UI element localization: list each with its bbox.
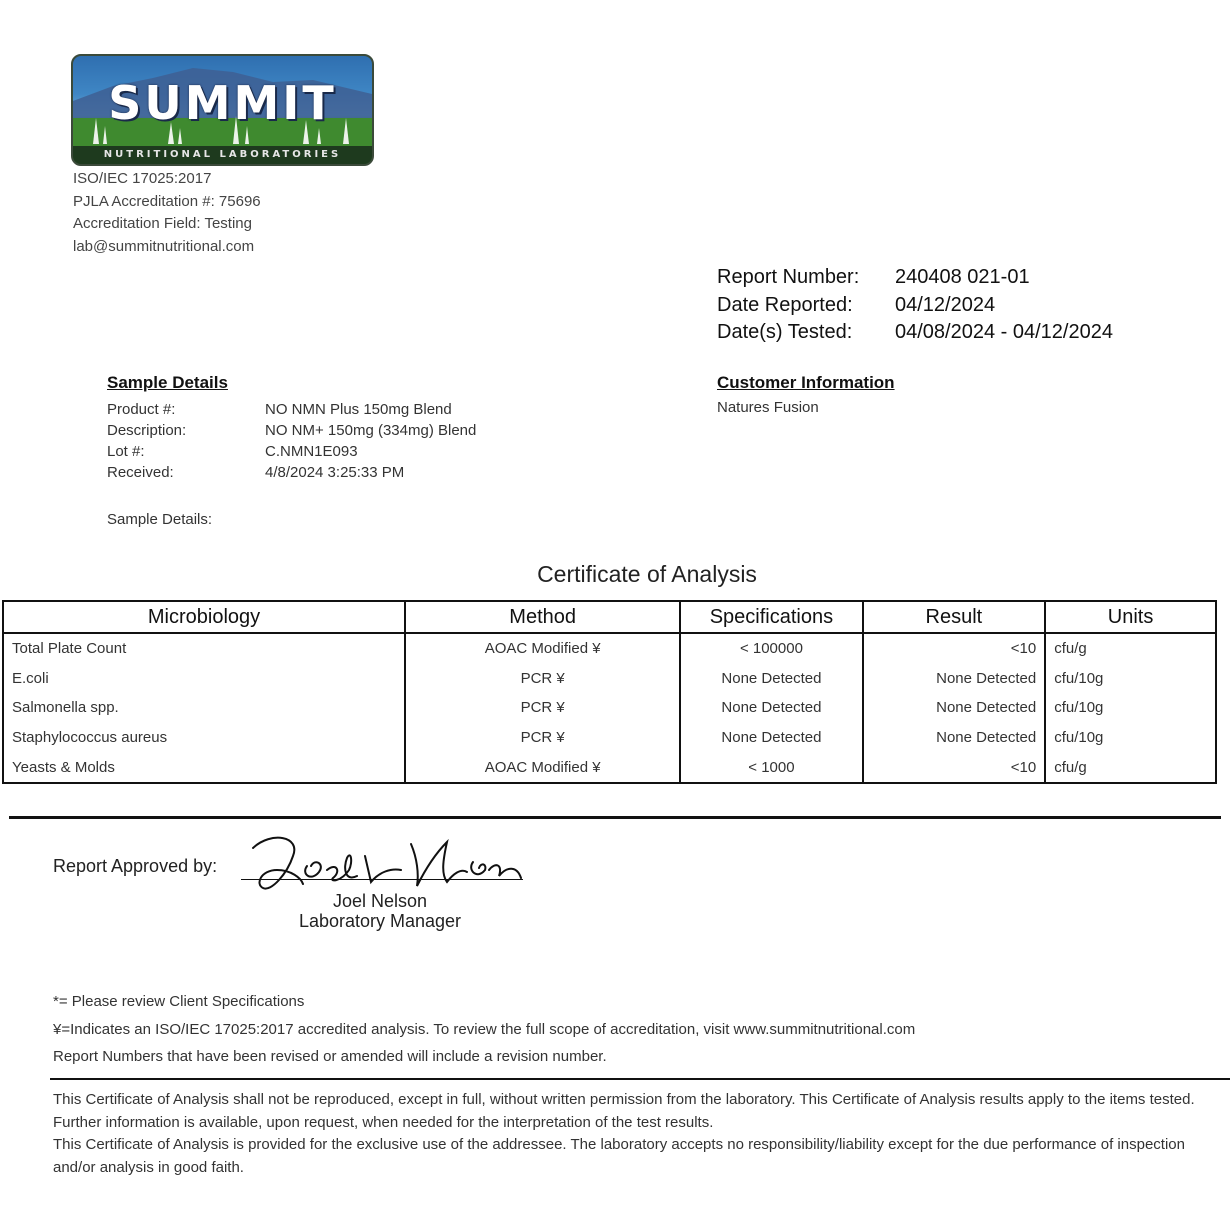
sample-row-received <box>107 462 476 483</box>
cell-units: cfu/g <box>1045 752 1216 783</box>
cell-units: cfu/g <box>1045 633 1216 664</box>
sample-row-lot <box>107 441 476 462</box>
cell-method: PCR ¥ <box>405 723 680 753</box>
header-units: Units <box>1045 601 1216 633</box>
cell-units: cfu/10g <box>1045 693 1216 723</box>
header-specifications: Specifications <box>680 601 862 633</box>
cell-result: None Detected <box>863 723 1046 753</box>
note-revisions: Report Numbers that have been revised or amended will include a revision number. <box>53 1048 607 1065</box>
logo-title: SUMMIT <box>108 76 337 130</box>
cell-specification: None Detected <box>680 693 862 723</box>
sample-label: Received: <box>107 464 174 481</box>
date-tested-row <box>717 319 1113 347</box>
cell-result: None Detected <box>863 664 1046 694</box>
lab-accreditation-field: Accreditation Field: Testing <box>73 215 252 232</box>
lab-logo <box>71 54 374 166</box>
customer-heading: Customer Information <box>717 373 895 392</box>
note-accreditation: ¥=Indicates an ISO/IEC 17025:2017 accredited analysis. To review the full scope of accreditation, visit www.summitnutritional.com <box>53 1020 916 1038</box>
cell-method: AOAC Modified ¥ <box>405 752 680 783</box>
cell-specification: < 1000 <box>680 752 862 783</box>
disclaimer-reproduction: This Certificate of Analysis shall not be reproduced, except in full, without written permission from the laboratory. This Certificate of Analysis results apply to the items tested. Further information is available, upon request, when needed for the interpretation of the test results. <box>53 1091 1195 1131</box>
report-number-label: Report Number: <box>717 266 860 288</box>
notes <box>53 993 915 1076</box>
disclaimer-liability: This Certificate of Analysis is provided for the exclusive use of the addressee. The laboratory accepts no responsibility/liability except for the due performance of inspection and/or analysis in good faith. <box>53 1136 1185 1176</box>
header-microbiology: Microbiology <box>3 601 405 633</box>
lab-accreditation-number: PJLA Accreditation #: 75696 <box>73 192 261 210</box>
cell-test: Staphylococcus aureus <box>3 723 405 753</box>
header-method: Method <box>405 601 680 633</box>
header-result: Result <box>863 601 1046 633</box>
table-header-row <box>3 601 1216 633</box>
cell-test: Salmonella spp. <box>3 693 405 723</box>
signature-line <box>241 879 523 880</box>
date-reported-label: Date Reported: <box>717 293 853 316</box>
sample-details-label: Sample Details: <box>107 511 213 528</box>
approved-by-label: Report Approved by: <box>53 856 218 876</box>
cell-test: Yeasts & Molds <box>3 752 405 783</box>
table-row <box>3 664 1216 694</box>
cell-method: PCR ¥ <box>405 693 680 723</box>
cell-units: cfu/10g <box>1045 664 1216 694</box>
cell-test: Total Plate Count <box>3 633 405 664</box>
sample-label: Lot #: <box>107 443 145 460</box>
table-row <box>3 723 1216 753</box>
signer-title: Laboratory Manager <box>298 911 462 931</box>
lab-info <box>73 168 261 258</box>
results-table <box>2 600 1217 784</box>
cell-method: PCR ¥ <box>405 664 680 694</box>
cell-test: E.coli <box>3 664 405 694</box>
report-meta <box>717 264 1113 347</box>
sample-details <box>107 373 476 483</box>
cell-units: cfu/10g <box>1045 723 1216 753</box>
cell-result: <10 <box>863 752 1046 783</box>
date-tested: 04/08/2024 - 04/12/2024 <box>895 321 1113 343</box>
sample-value: NO NM+ 150mg (334mg) Blend <box>265 422 477 439</box>
footer-divider <box>50 1078 1230 1080</box>
date-tested-label: Date(s) Tested: <box>717 321 853 343</box>
report-number: 240408 021-01 <box>895 266 1030 288</box>
date-reported: 04/12/2024 <box>895 293 996 316</box>
cell-specification: None Detected <box>680 723 862 753</box>
cell-method: AOAC Modified ¥ <box>405 633 680 664</box>
sample-label: Product #: <box>107 401 176 418</box>
certificate-title: Certificate of Analysis <box>537 561 757 587</box>
cell-result: <10 <box>863 633 1046 664</box>
cell-specification: None Detected <box>680 664 862 694</box>
lab-email: lab@summitnutritional.com <box>73 237 255 255</box>
sample-details-heading: Sample Details <box>107 373 228 392</box>
sample-value: NO NMN Plus 150mg Blend <box>265 401 452 418</box>
section-divider <box>9 816 1221 819</box>
cell-specification: < 100000 <box>680 633 862 664</box>
sample-label: Description: <box>107 422 187 439</box>
signer-block <box>280 891 480 931</box>
table-row <box>3 693 1216 723</box>
lab-accreditation-standard: ISO/IEC 17025:2017 <box>73 170 212 187</box>
sample-row-description <box>107 420 476 441</box>
customer-name: Natures Fusion <box>717 399 819 416</box>
report-number-row <box>717 264 1113 292</box>
sample-row-product <box>107 399 476 420</box>
table-row <box>3 752 1216 783</box>
date-reported-row <box>717 292 1113 320</box>
sample-value: C.NMN1E093 <box>265 443 358 460</box>
cell-result: None Detected <box>863 693 1046 723</box>
logo-subtitle: NUTRITIONAL LABORATORIES <box>73 146 372 164</box>
sample-value: 4/8/2024 3:25:33 PM <box>265 464 405 481</box>
customer-information <box>717 373 895 416</box>
note-client-specs: *= Please review Client Specifications <box>53 993 305 1010</box>
table-row <box>3 633 1216 664</box>
signer-name: Joel Nelson <box>332 891 428 911</box>
disclaimer <box>53 1089 1213 1179</box>
